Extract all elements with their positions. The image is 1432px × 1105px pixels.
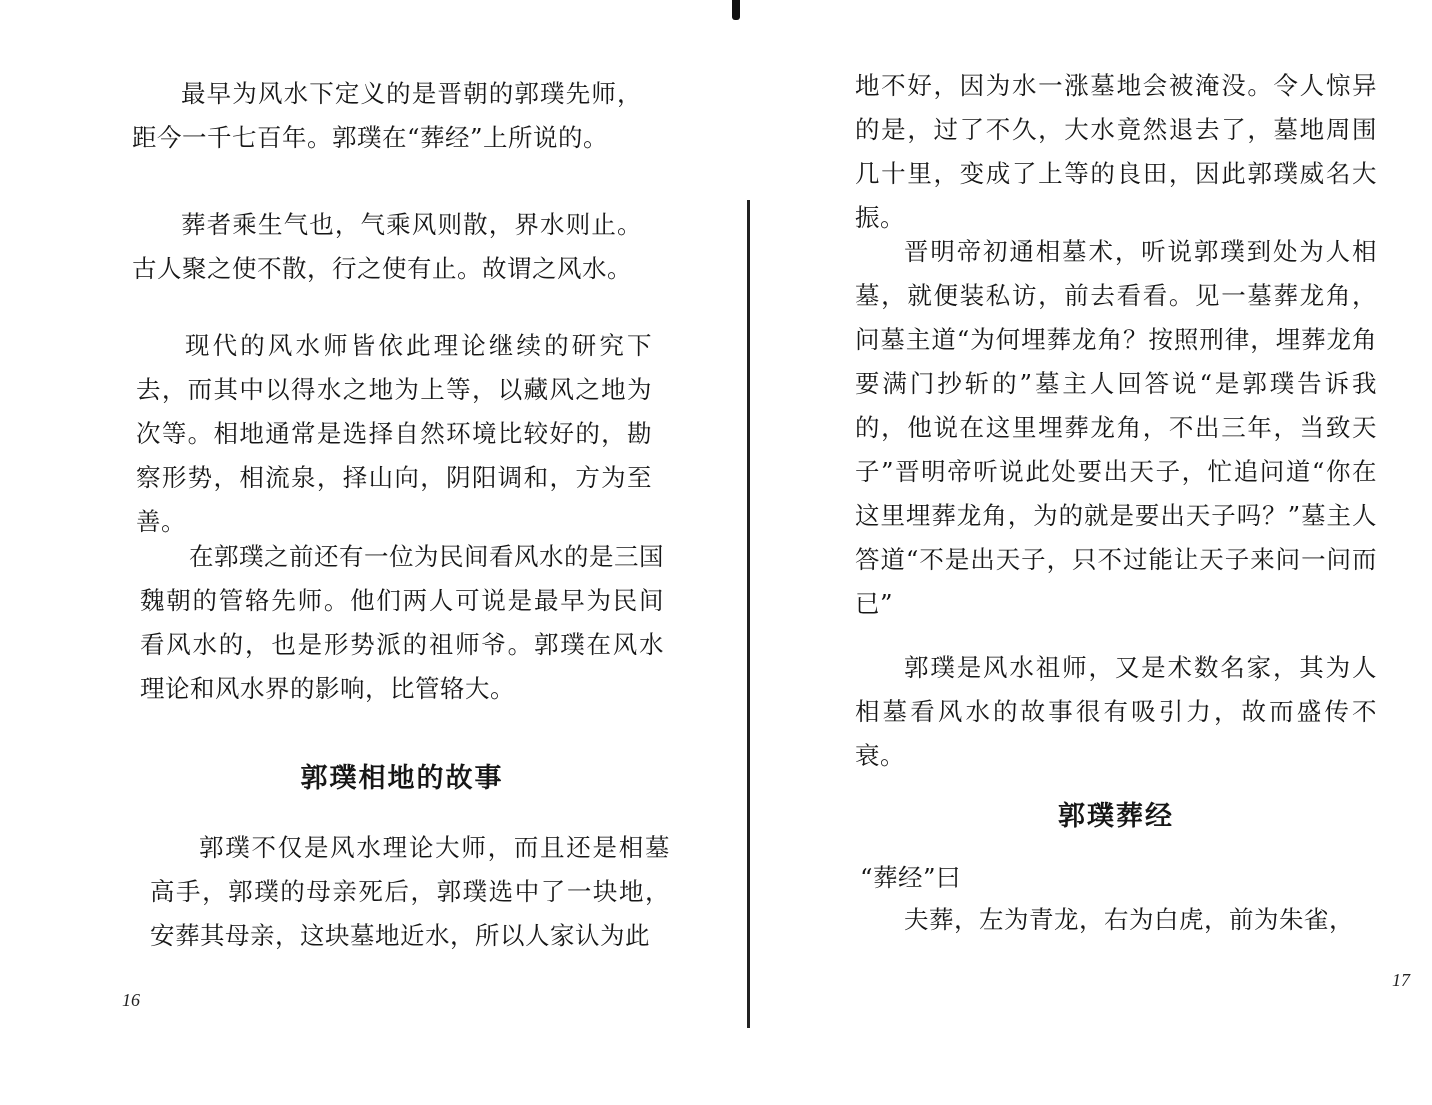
- left-story-paragraph: 郭璞不仅是风水理论大师，而且还是相墓高手，郭璞的母亲死后，郭璞选中了一块地，安葬其母亲，这块墓地近水，所以人家认为此: [150, 833, 670, 950]
- left-paragraph-3: 现代的风水师皆依此理论继续的研究下去，而其中以得水之地为上等，以藏风之地为次等。相地通常是选择自然环境比较好的，勘察形势，相流泉，择山向，阴阳调和，方为至善。: [136, 331, 652, 536]
- right-paragraph-1: 地不好，因为水一涨墓地会被淹没。令人惊异的是，过了不久，大水竟然退去了，墓地周围几十里，变成了上等的良田，因此郭璞威名大振。: [855, 71, 1377, 232]
- page-number-left: 16: [122, 990, 140, 1010]
- page-number-right: 17: [1392, 970, 1410, 990]
- right-quote-line: 夫葬，左为青龙，右为白虎，前为朱雀，: [904, 905, 1354, 934]
- left-paragraph-4: 在郭璞之前还有一位为民间看风水的是三国魏朝的管辂先师。他们两人可说是最早为民间看风水的，也是形势派的祖师爷。郭璞在风水理论和风水界的影响，比管辂大。: [140, 542, 664, 703]
- left-paragraph-2: 葬者乘生气也，气乘风则散，界水则止。古人聚之使不散，行之使有止。故谓之风水。: [132, 210, 642, 283]
- left-paragraph-1: 最早为风水下定义的是晋朝的郭璞先师，距今一千七百年。郭璞在“葬经”上所说的。: [132, 79, 642, 152]
- right-paragraph-2: 晋明帝初通相墓术，听说郭璞到处为人相墓，就便装私访，前去看看。见一墓葬龙角，问墓主道“为何埋葬龙角？按照刑律，埋葬龙角要满门抄斩的”墓主人回答说“是郭璞告诉我的，他说在这里埋葬龙角，不出三年，当致天子”晋明帝听说此处要出天子，忙追问道“你在这里埋葬龙角，为的就是要出天子吗？”墓主人答道“不是出天子，只不过能让天子来问一问而已”: [855, 237, 1377, 618]
- right-quote-intro: “葬经”曰: [860, 863, 962, 892]
- right-paragraph-3: 郭璞是风水祖师，又是术数名家，其为人相墓看风水的故事很有吸引力，故而盛传不衰。: [855, 653, 1377, 770]
- left-section-heading: 郭璞相地的故事: [300, 763, 504, 794]
- right-section-heading: 郭璞葬经: [1058, 801, 1174, 832]
- gutter-line: [747, 200, 750, 1028]
- right-page: [760, 0, 1432, 1105]
